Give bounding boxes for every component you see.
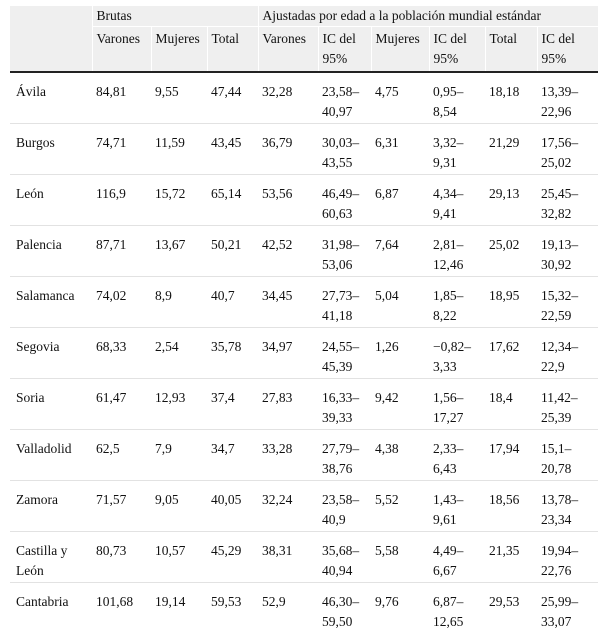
table-cell: 36,79 (258, 124, 318, 175)
table-cell: 59,53 (207, 583, 258, 634)
table-row (10, 583, 598, 634)
region-name: Burgos (10, 124, 92, 175)
table-cell: 35,68–40,94 (318, 532, 371, 583)
table-cell: 23,58–40,97 (318, 72, 371, 124)
table-cell: 45,29 (207, 532, 258, 583)
table-cell: 27,73–41,18 (318, 277, 371, 328)
region-name: Ávila (10, 72, 92, 124)
table-cell: 53,56 (258, 175, 318, 226)
table-cell: 32,24 (258, 481, 318, 532)
table-cell: 16,33–39,33 (318, 379, 371, 430)
region-name: Soria (10, 379, 92, 430)
col-header: IC del 95% (429, 27, 485, 73)
table-cell: 9,05 (151, 481, 207, 532)
table-cell: 35,78 (207, 328, 258, 379)
table-cell: 4,49–6,67 (429, 532, 485, 583)
col-header: Varones (92, 27, 151, 73)
table-cell: 7,64 (371, 226, 429, 277)
table-cell: 116,9 (92, 175, 151, 226)
col-header: Varones (258, 27, 318, 73)
table-cell: 1,56–17,27 (429, 379, 485, 430)
table-cell: 4,34–9,41 (429, 175, 485, 226)
table-cell: 7,9 (151, 430, 207, 481)
table-cell: 23,58–40,9 (318, 481, 371, 532)
col-header: Mujeres (151, 27, 207, 73)
table-cell: 9,42 (371, 379, 429, 430)
col-header: IC del 95% (537, 27, 598, 73)
table-cell: 1,26 (371, 328, 429, 379)
table-cell: 12,93 (151, 379, 207, 430)
table-cell: 18,95 (485, 277, 537, 328)
table-cell: 52,9 (258, 583, 318, 634)
table-cell: 38,31 (258, 532, 318, 583)
table-cell: 15,72 (151, 175, 207, 226)
table-cell: 2,33–6,43 (429, 430, 485, 481)
table-cell: 46,30–59,50 (318, 583, 371, 634)
table-cell: 29,53 (485, 583, 537, 634)
table-row (10, 430, 598, 481)
table-cell: 19,14 (151, 583, 207, 634)
table-cell: 18,56 (485, 481, 537, 532)
table-cell: 71,57 (92, 481, 151, 532)
region-name: Salamanca (10, 277, 92, 328)
table-cell: 15,32–22,59 (537, 277, 598, 328)
table-row (10, 328, 598, 379)
table-body (10, 72, 598, 633)
table-cell: 74,71 (92, 124, 151, 175)
table-row (10, 277, 598, 328)
region-name: Zamora (10, 481, 92, 532)
table-cell: 21,35 (485, 532, 537, 583)
table-cell: 11,42–25,39 (537, 379, 598, 430)
table-cell: 17,56–25,02 (537, 124, 598, 175)
rates-table (10, 6, 598, 633)
group-brutas: Brutas (92, 6, 258, 27)
region-name: Valladolid (10, 430, 92, 481)
table-cell: 34,7 (207, 430, 258, 481)
region-name: Segovia (10, 328, 92, 379)
table-cell: 50,21 (207, 226, 258, 277)
table-cell: 25,45–32,82 (537, 175, 598, 226)
table-cell: 47,44 (207, 72, 258, 124)
table-cell: 46,49–60,63 (318, 175, 371, 226)
table-cell: 6,87 (371, 175, 429, 226)
table-cell: 32,28 (258, 72, 318, 124)
table-cell: 30,03–43,55 (318, 124, 371, 175)
table-cell: 19,94–22,76 (537, 532, 598, 583)
col-header: Total (207, 27, 258, 73)
col-header: IC del 95% (318, 27, 371, 73)
table-cell: 68,33 (92, 328, 151, 379)
table-cell: 5,58 (371, 532, 429, 583)
table-cell: 40,05 (207, 481, 258, 532)
table-cell: 33,28 (258, 430, 318, 481)
table-cell: 1,85–8,22 (429, 277, 485, 328)
table-cell: 13,78–23,34 (537, 481, 598, 532)
table-cell: 17,62 (485, 328, 537, 379)
table-cell: 17,94 (485, 430, 537, 481)
table-cell: 61,47 (92, 379, 151, 430)
table-cell: −0,82–3,33 (429, 328, 485, 379)
table-cell: 37,4 (207, 379, 258, 430)
region-name: Castilla y León (10, 532, 92, 583)
table-cell: 25,99–33,07 (537, 583, 598, 634)
table-cell: 21,29 (485, 124, 537, 175)
table-row (10, 379, 598, 430)
table-cell: 27,83 (258, 379, 318, 430)
table-cell: 9,55 (151, 72, 207, 124)
table-cell: 101,68 (92, 583, 151, 634)
table-cell: 10,57 (151, 532, 207, 583)
table-cell: 42,52 (258, 226, 318, 277)
table-cell: 11,59 (151, 124, 207, 175)
table-cell: 19,13–30,92 (537, 226, 598, 277)
table-row (10, 226, 598, 277)
table-cell: 9,76 (371, 583, 429, 634)
table-cell: 43,45 (207, 124, 258, 175)
table-cell: 15,1–20,78 (537, 430, 598, 481)
region-name: León (10, 175, 92, 226)
table-cell: 29,13 (485, 175, 537, 226)
region-name: Cantabria (10, 583, 92, 634)
table-cell: 3,32–9,31 (429, 124, 485, 175)
corner-cell-2 (10, 27, 92, 73)
table-row (10, 532, 598, 583)
table-cell: 13,67 (151, 226, 207, 277)
corner-cell (10, 6, 92, 27)
table-row (10, 124, 598, 175)
table-cell: 25,02 (485, 226, 537, 277)
table-cell: 74,02 (92, 277, 151, 328)
table-cell: 4,38 (371, 430, 429, 481)
table-cell: 24,55–45,39 (318, 328, 371, 379)
table-cell: 18,4 (485, 379, 537, 430)
table-cell: 12,34–22,9 (537, 328, 598, 379)
table-cell: 87,71 (92, 226, 151, 277)
table-cell: 34,45 (258, 277, 318, 328)
table-cell: 27,79–38,76 (318, 430, 371, 481)
table-row (10, 175, 598, 226)
table-cell: 62,5 (92, 430, 151, 481)
table-cell: 6,31 (371, 124, 429, 175)
table-row (10, 72, 598, 124)
table-row (10, 481, 598, 532)
table-cell: 80,73 (92, 532, 151, 583)
table-cell: 84,81 (92, 72, 151, 124)
table-cell: 2,54 (151, 328, 207, 379)
region-name: Palencia (10, 226, 92, 277)
table-cell: 31,98–53,06 (318, 226, 371, 277)
table-cell: 65,14 (207, 175, 258, 226)
table-cell: 40,7 (207, 277, 258, 328)
table-cell: 34,97 (258, 328, 318, 379)
group-ajustadas: Ajustadas por edad a la población mundial estándar (258, 6, 598, 27)
header-column-row (10, 27, 598, 73)
table-cell: 0,95–8,54 (429, 72, 485, 124)
col-header: Mujeres (371, 27, 429, 73)
table-cell: 5,04 (371, 277, 429, 328)
table-cell: 18,18 (485, 72, 537, 124)
col-header: Total (485, 27, 537, 73)
table-cell: 4,75 (371, 72, 429, 124)
table-cell: 8,9 (151, 277, 207, 328)
table-cell: 6,87–12,65 (429, 583, 485, 634)
header-group-row (10, 6, 598, 27)
table-cell: 1,43–9,61 (429, 481, 485, 532)
table-cell: 13,39–22,96 (537, 72, 598, 124)
table-cell: 5,52 (371, 481, 429, 532)
table-cell: 2,81–12,46 (429, 226, 485, 277)
